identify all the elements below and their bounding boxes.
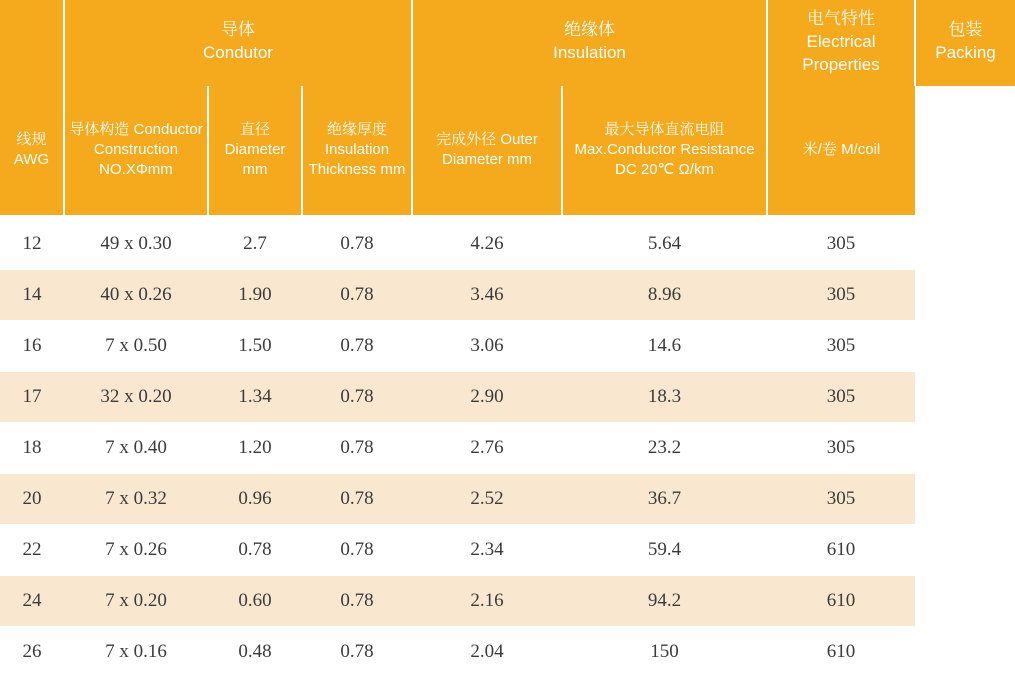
cell-packing: 305 [767,473,915,524]
cell-construction: 7 x 0.26 [64,524,208,575]
header-col-resistance-line-1: Max.Conductor [574,140,677,158]
header-col-construction-line-3: NO.XΦmm [99,160,173,178]
header-group-conductor-zh: 导体 [221,20,255,40]
cell-resistance: 8.96 [562,269,767,320]
header-group-packing-zh: 包装 [948,20,983,40]
header-col-outer-diameter-line-3: mm [507,150,533,168]
cell-outer-diameter: 3.46 [412,269,562,320]
cell-packing: 610 [767,626,915,677]
cell-diameter: 1.20 [208,422,302,473]
cell-construction: 7 x 0.40 [64,422,208,473]
header-col-insulation-thickness-line-1: Insulation [324,140,390,158]
table-row [0,575,1015,626]
cell-construction: 49 x 0.30 [64,215,208,270]
header-col-insulation-thickness [302,86,412,215]
header-group-electrical [767,0,915,86]
table-row [0,473,1015,524]
cell-resistance: 23.2 [562,422,767,473]
cell-diameter: 0.78 [208,524,302,575]
cell-resistance: 59.4 [562,524,767,575]
cell-insulation-thickness: 0.78 [302,524,412,575]
cell-packing: 305 [767,320,915,371]
header-col-construction-line-1: Conductor [133,121,203,139]
cell-construction: 7 x 0.20 [64,575,208,626]
cell-resistance: 150 [562,626,767,677]
cell-resistance: 36.7 [562,473,767,524]
cell-packing: 305 [767,215,915,270]
cell-awg: 20 [0,473,64,524]
header-col-outer-diameter-line-2: Diameter [441,150,503,168]
header-group-conductor [64,0,412,86]
table-row [0,626,1015,677]
cell-awg: 24 [0,575,64,626]
cell-diameter: 0.96 [208,473,302,524]
cell-awg: 18 [0,422,64,473]
header-col-awg-line-1: AWG [13,150,50,168]
header-group-blank [0,0,64,86]
header-group-insulation [412,0,767,86]
table-row [0,269,1015,320]
header-col-diameter-line-1: Diameter [224,140,286,158]
cell-insulation-thickness: 0.78 [302,215,412,270]
cell-outer-diameter: 3.06 [412,320,562,371]
header-group-packing-en: Packing [935,43,996,63]
cell-insulation-thickness: 0.78 [302,320,412,371]
cell-insulation-thickness: 0.78 [302,371,412,422]
cell-outer-diameter: 2.76 [412,422,562,473]
cell-construction: 7 x 0.32 [64,473,208,524]
cell-awg: 26 [0,626,64,677]
cell-outer-diameter: 2.16 [412,575,562,626]
header-col-packing-line-1: M/coil [841,140,881,158]
cell-diameter: 1.50 [208,320,302,371]
header-col-diameter-line-0: 直径 [239,121,270,139]
cell-outer-diameter: 2.04 [412,626,562,677]
cell-resistance: 94.2 [562,575,767,626]
header-group-insulation-en: Insulation [553,43,626,63]
cell-diameter: 1.34 [208,371,302,422]
header-col-packing-line-0: 米/卷 [802,140,837,158]
cell-outer-diameter: 4.26 [412,215,562,270]
cell-awg: 16 [0,320,64,371]
header-column-row [0,86,1015,215]
cell-packing: 305 [767,371,915,422]
cell-insulation-thickness: 0.78 [302,626,412,677]
cell-packing: 610 [767,575,915,626]
header-group-conductor-en: Condutor [203,43,273,63]
cell-awg: 12 [0,215,64,270]
cell-resistance: 5.64 [562,215,767,270]
cell-outer-diameter: 2.90 [412,371,562,422]
header-group-packing [915,0,1015,86]
cell-awg: 14 [0,269,64,320]
table-row [0,215,1015,270]
table-row [0,320,1015,371]
header-col-resistance-line-2: Resistance DC 20℃ [615,140,755,178]
header-col-outer-diameter [412,86,562,215]
header-col-construction-line-0: 导体构造 [69,121,130,139]
cell-outer-diameter: 2.52 [412,473,562,524]
header-col-outer-diameter-line-0: 完成外径 [436,131,497,149]
header-col-awg [0,86,64,215]
cell-insulation-thickness: 0.78 [302,422,412,473]
header-col-insulation-thickness-line-3: mm [380,160,406,178]
cell-insulation-thickness: 0.78 [302,575,412,626]
cell-packing: 305 [767,269,915,320]
cell-insulation-thickness: 0.78 [302,269,412,320]
header-col-diameter [208,86,302,215]
header-col-construction [64,86,208,215]
cell-packing: 305 [767,422,915,473]
cell-diameter: 0.48 [208,626,302,677]
header-col-outer-diameter-line-1: Outer [500,131,538,149]
header-group-electrical-zh: 电气特性 [807,9,875,28]
cell-resistance: 18.3 [562,371,767,422]
header-col-diameter-line-2: mm [242,160,268,178]
table-row [0,524,1015,575]
cell-diameter: 2.7 [208,215,302,270]
cell-construction: 7 x 0.50 [64,320,208,371]
header-col-awg-line-0: 线规 [16,131,47,149]
cell-outer-diameter: 2.34 [412,524,562,575]
header-col-packing [767,86,915,215]
header-col-resistance-line-3: Ω/km [678,160,714,178]
cell-diameter: 0.60 [208,575,302,626]
header-group-electrical-en: Electrical Properties [802,31,880,74]
header-col-resistance-line-0: 最大导体直流电阻 [604,121,725,139]
table-body [0,215,1015,678]
header-col-insulation-thickness-line-0: 绝缘厚度 [326,121,387,139]
cell-resistance: 14.6 [562,320,767,371]
header-group-insulation-zh: 绝缘体 [564,20,615,40]
cell-construction: 7 x 0.16 [64,626,208,677]
cell-diameter: 1.90 [208,269,302,320]
cell-awg: 17 [0,371,64,422]
table-row [0,371,1015,422]
cell-construction: 40 x 0.26 [64,269,208,320]
header-group-row [0,0,1015,86]
table-row [0,422,1015,473]
cell-packing: 610 [767,524,915,575]
header-col-insulation-thickness-line-2: Thickness [308,160,377,178]
header-col-construction-line-2: Construction [93,140,179,158]
header-col-resistance [562,86,767,215]
table-header [0,0,1015,215]
cell-awg: 22 [0,524,64,575]
cell-insulation-thickness: 0.78 [302,473,412,524]
cell-construction: 32 x 0.20 [64,371,208,422]
